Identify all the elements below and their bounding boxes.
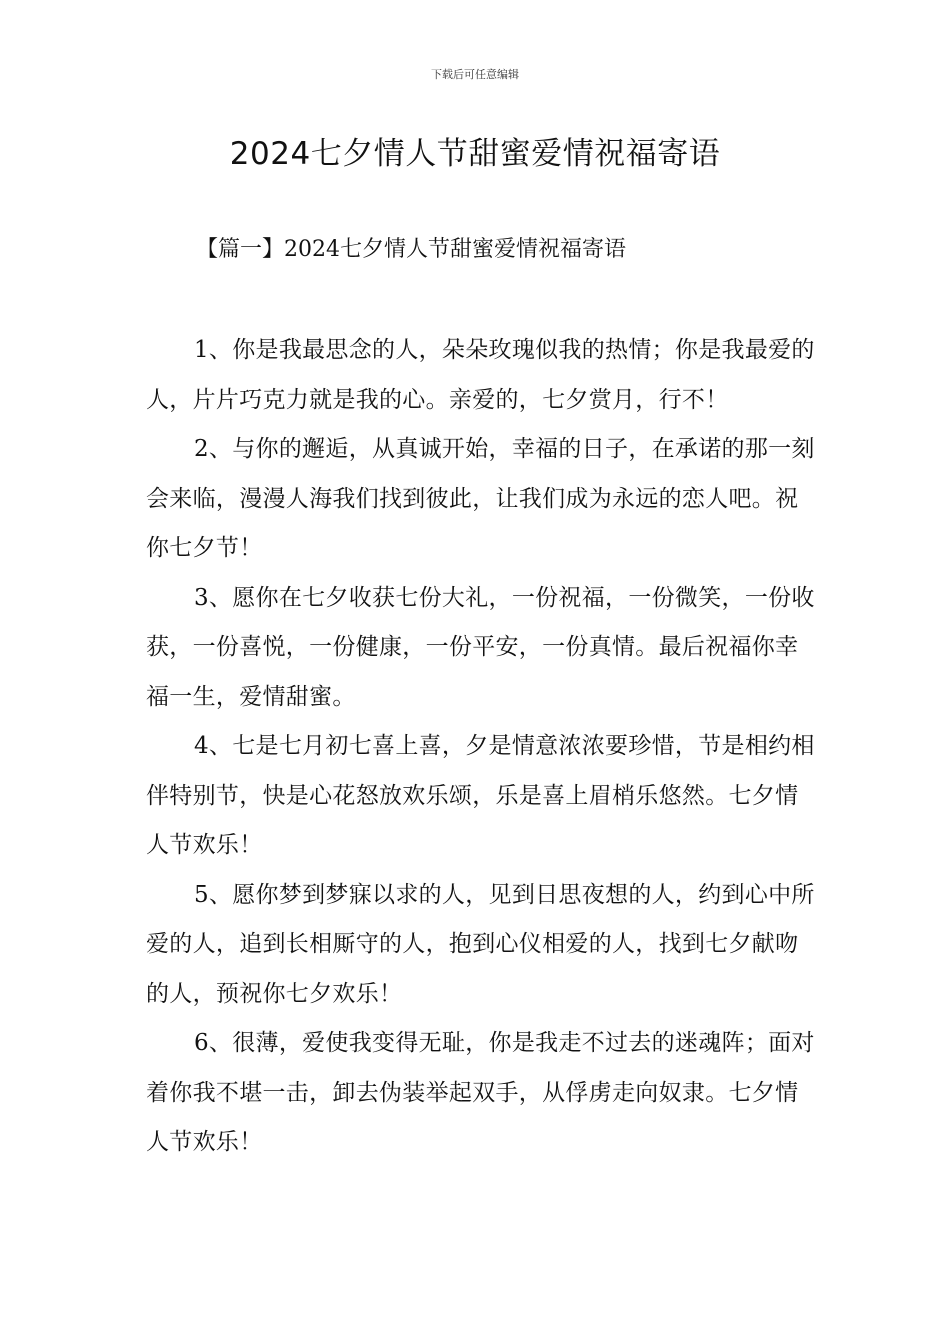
document-body [146,326,818,1168]
paragraph-6: 6、很薄，爱使我变得无耻，你是我走不过去的迷魂阵；面对着你我不堪一击，卸去伪装举起双手，从俘虏走向奴隶。七夕情人节欢乐！ [146,1030,815,1155]
paragraph-3: 3、愿你在七夕收获七份大礼，一份祝福，一份微笑，一份收获，一份喜悦，一份健康，一份平安，一份真情。最后祝福你幸福一生，爱情甜蜜。 [146,584,815,710]
document-title: 2024七夕情人节甜蜜爱情祝福寄语 [229,136,721,172]
header-note: 下载后可任意编辑 [431,68,519,81]
paragraph-5: 5、愿你梦到梦寐以求的人，见到日思夜想的人，约到心中所爱的人，追到长相厮守的人，抱到心仪相爱的人，找到七夕献吻的人，预祝你七夕欢乐！ [146,881,815,1007]
paragraph-4: 4、七是七月初七喜上喜，夕是情意浓浓要珍惜，节是相约相伴特别节，快是心花怒放欢乐颂，乐是喜上眉梢乐悠然。七夕情人节欢乐！ [146,733,815,858]
paragraph-2: 2、与你的邂逅，从真诚开始，幸福的日子，在承诺的那一刻会来临，漫漫人海我们找到彼此，让我们成为永远的恋人吧。祝你七夕节！ [146,436,815,561]
section-heading: 【篇一】2024七夕情人节甜蜜爱情祝福寄语 [196,237,626,262]
paragraph-1: 1、你是我最思念的人，朵朵玫瑰似我的热情；你是我最爱的人，片片巧克力就是我的心。亲爱的，七夕赏月，行不！ [146,337,815,413]
